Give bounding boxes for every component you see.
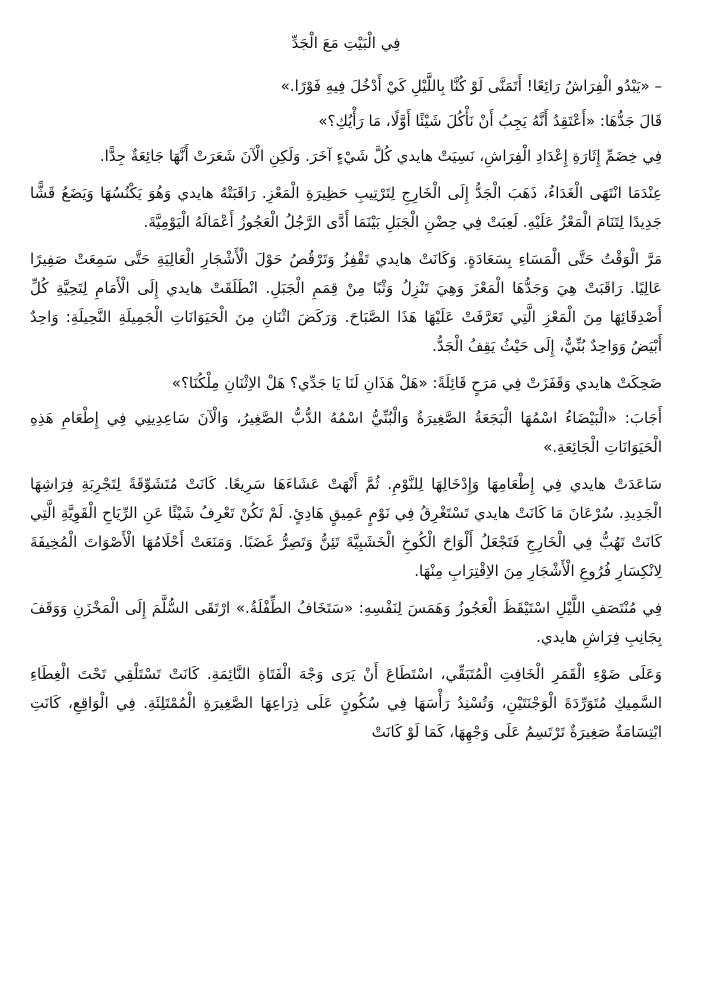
paragraph-3: فِي خِضَمِّ إِثَارَةِ إِعْدَادِ الْفِرَاشِ، نَسِيَتْ هايدي كُلَّ شَيْءٍ آخَرَ. وَلَكِنِ الْآنَ شَعَرَتْ أَنَّهَا جَائِعَةٌ جِدًّا. — [99, 147, 662, 165]
paragraph-8: سَاعَدَتْ هايدي فِي إِطْعَامِهَا وَإِدْخَالِهَا لِلنَّوْمِ. ثُمَّ أَنْهَتْ عَشَاءَهَا سَرِيعًا. كَانَتْ مُتَشَوِّقَةً لِتَجْرِبَةِ فِرَاشِهَا الْجَدِيدِ. سُرْعَانَ مَا كَانَتْ هايدي تَسْتَغْرِقُ فِي نَوْمٍ عَمِيقٍ هَادِئٍ. لَمْ تَكُنْ تَعْرِفُ شَيْئًا عَنِ الرِّيَاحِ الْقَوِيَّةِ الَّتِي كَانَتْ تَهُبُّ فِي الْخَارِجِ فَتَجْعَلُ أَلْوَاحَ الْكُوخِ الْخَشَبِيَّةَ تَئِنُّ وَتَصِرُّ غَضَبًا. وَمَنَعَتْ أَحْلَامُهَا الْأَصْوَاتَ الْمُخِيفَةَ لِانْكِسَارِ فُرُوعِ الْأَشْجَارِ مِنَ الاِقْتِرَابِ مِنْهَا. — [30, 475, 662, 580]
paragraph-4: عِنْدَمَا انْتَهَى الْغَدَاءُ، ذَهَبَ الْجَدُّ إِلَى الْخَارِجِ لِتَرْتِيبِ حَظِيرَةِ الْمَعْزِ. رَاقَبَتْهُ هايدي وَهُوَ يَكْنُسُهَا وَيَضَعُ قَشًّا جَدِيدًا لِتَنَامَ الْمَعْزُ عَلَيْهِ. لَعِبَتْ فِي حِضْنِ الْجَبَلِ بَيْنَمَا أَدَّى الرَّجُلُ الْعَجُوزُ أَعْمَالَهُ الْيَوْمِيَّةَ. — [30, 184, 662, 231]
paragraph-6: ضَحِكَتْ هايدي وَقَفَزَتْ فِي مَرَحٍ قَائِلَةً: «هَلْ هَذَانِ لَنَا يَا جَدِّي؟ هَلْ الاِثْنَانِ مِلْكُنَا؟» — [171, 374, 662, 392]
paragraph-7: أَجَابَ: «الْبَيْضَاءُ اسْمُهَا الْبَجَعَةُ الصَّغِيرَةُ وَالْبُنِّيُّ اسْمُهُ الدُّبُّ الصَّغِيرُ، وَالْآنَ سَاعِدِينِي فِي إِطْعَامِ هَذِهِ الْحَيَوَانَاتِ الْجَائِعَةِ.» — [30, 409, 662, 456]
paragraph-2: قَالَ جَدُّهَا: «أَعْتَقِدُ أَنَّهُ يَجِبُ أَنْ نَأْكُلَ شَيْئًا أَوَّلًا، مَا رَأْيُكِ؟» — [318, 112, 662, 130]
paragraph-10: وَعَلَى ضَوْءِ الْقَمَرِ الْخَافِتِ الْمُتَبَقِّي، اسْتَطَاعَ أَنْ يَرَى وَجْهَ الْفَتَاةِ النَّائِمَةِ. كَانَتْ تَسْتَلْقِي تَحْتَ الْغِطَاءِ السَّمِيكِ مُتَوَرِّدَةَ الْوَجْنَتَيْنِ، وَتُسْنِدُ رَأْسَهَا فِي سُكُونٍ عَلَى ذِرَاعِهَا الصَّغِيرَةِ الْمُمْتَلِئَةِ. فِي الْوَاقِعِ، كَانَتِ ابْتِسَامَةٌ صَغِيرَةٌ تَرْتَسِمُ عَلَى وَجْهِهَا، كَمَا لَوْ كَانَتْ — [30, 665, 662, 741]
page-title: فِي الْبَيْتِ مَعَ الْجَدِّ — [291, 34, 401, 52]
paragraph-1: – «يَبْدُو الْفِرَاشُ رَائِعًا! أَتَمَنَّى لَوْ كُنَّا بِاللَّيْلِ كَيْ أَدْخُلَ فِيهِ فَوْرًا.» — [280, 77, 662, 95]
paragraph-9: فِي مُنْتَصَفِ اللَّيْلِ اسْتَيْقَظَ الْعَجُوزُ وَهَمَسَ لِنَفْسِهِ: «سَتَخَافُ الطِّفْلَةُ.» ارْتَقَى السُّلَّمَ إِلَى الْمَخْزَنِ وَوَقَفَ بِجَانِبِ فِرَاشِ هايدي. — [30, 599, 662, 646]
paragraph-5: مَرَّ الْوَقْتُ حَتَّى الْمَسَاءِ بِسَعَادَةٍ. وَكَانَتْ هايدي تَقْفِزُ وَتَرْقُصُ حَوْلَ الْأَشْجَارِ الْعَالِيَةِ حَتَّى سَمِعَتْ صَفِيرًا عَالِيًا. رَاقَبَتْ هِيَ وَجَدُّهَا الْمَعْزَ وَهِيَ تَنْزِلُ وَثْبًا مِنْ قِمَمِ الْجَبَلِ. انْطَلَقَتْ هايدي إِلَى الْأَمَامِ لِتَحِيَّةِ كُلِّ أَصْدِقَائِهَا مِنَ الْمَعْزِ الَّتِي تَعَرَّفَتْ عَلَيْهَا هَذَا الصَّبَاحَ. وَرَكَضَ اثْنَانِ مِنَ الْحَيَوَانَاتِ الْجَمِيلَةِ النَّحِيلَةِ: وَاحِدٌ أَبْيَضُ وَوَاحِدٌ بُنِّيٌّ، إِلَى حَيْثُ يَقِفُ الْجَدُّ. — [30, 250, 662, 355]
story-body — [30, 72, 662, 747]
